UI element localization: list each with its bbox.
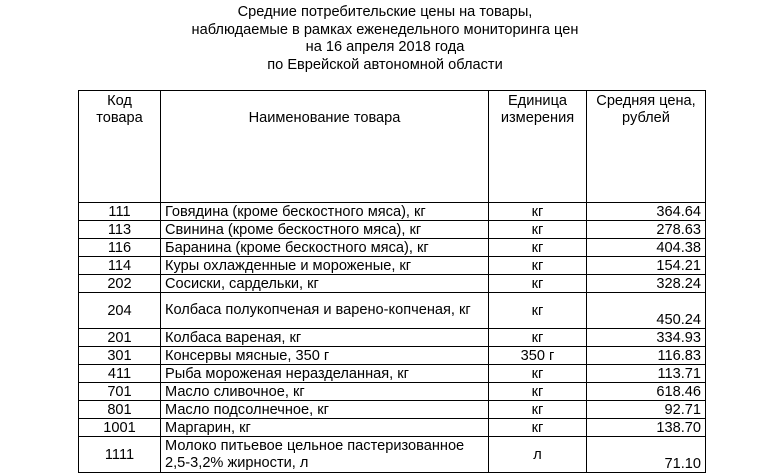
header-code: Код товара <box>79 91 161 203</box>
cell-code: 701 <box>79 383 161 401</box>
price-table <box>78 90 706 473</box>
cell-code: 204 <box>79 293 161 329</box>
header-unit: Единица измерения <box>489 91 587 203</box>
cell-code: 1001 <box>79 419 161 437</box>
title-line-1: Средние потребительские цены на товары, <box>237 4 533 20</box>
cell-name: Колбаса вареная, кг <box>161 329 489 347</box>
cell-price: 113.71 <box>587 365 706 383</box>
header-name: Наименование товара <box>161 91 489 203</box>
cell-code: 411 <box>79 365 161 383</box>
table-row <box>79 293 706 329</box>
title-line-3: на 16 апреля 2018 года <box>305 39 465 56</box>
cell-unit: кг <box>489 329 587 347</box>
table-row <box>79 239 706 257</box>
cell-unit: кг <box>489 293 587 329</box>
cell-unit: кг <box>489 419 587 437</box>
table-row <box>79 383 706 401</box>
cell-unit: 350 г <box>489 347 587 365</box>
cell-name: Молоко питьевое цельное пастеризованное 2,5-3,2% жирности, л <box>161 437 489 473</box>
cell-price: 404.38 <box>587 239 706 257</box>
cell-price: 364.64 <box>587 203 706 221</box>
cell-price: 450.24 <box>587 293 706 329</box>
cell-price: 278.63 <box>587 221 706 239</box>
cell-name: Масло сливочное, кг <box>161 383 489 401</box>
title-line-4: по Еврейской автономной области <box>267 56 503 73</box>
cell-price: 328.24 <box>587 275 706 293</box>
cell-code: 113 <box>79 221 161 239</box>
cell-code: 1111 <box>79 437 161 473</box>
cell-name: Масло подсолнечное, кг <box>161 401 489 419</box>
cell-price: 618.46 <box>587 383 706 401</box>
title-line-2: наблюдаемые в рамках еженедельного мониторинга цен <box>191 21 579 38</box>
cell-name: Сосиски, сардельки, кг <box>161 275 489 293</box>
cell-name: Говядина (кроме бескостного мяса), кг <box>161 203 489 221</box>
cell-unit: кг <box>489 401 587 419</box>
cell-code: 801 <box>79 401 161 419</box>
cell-code: 202 <box>79 275 161 293</box>
cell-unit: кг <box>489 221 587 239</box>
table-row <box>79 203 706 221</box>
cell-unit: кг <box>489 275 587 293</box>
cell-unit: кг <box>489 365 587 383</box>
table-row <box>79 401 706 419</box>
table-row <box>79 419 706 437</box>
cell-code: 116 <box>79 239 161 257</box>
cell-unit: кг <box>489 203 587 221</box>
cell-code: 201 <box>79 329 161 347</box>
cell-unit: кг <box>489 257 587 275</box>
table-row <box>79 365 706 383</box>
cell-name: Куры охлажденные и мороженые, кг <box>161 257 489 275</box>
cell-price: 71.10 <box>587 437 706 473</box>
table-body <box>79 203 706 473</box>
cell-code: 301 <box>79 347 161 365</box>
cell-price: 116.83 <box>587 347 706 365</box>
cell-unit: л <box>489 437 587 473</box>
table-row <box>79 221 706 239</box>
cell-code: 111 <box>79 203 161 221</box>
table-row <box>79 347 706 365</box>
table-row <box>79 257 706 275</box>
table-header-row <box>79 91 706 203</box>
cell-name: Колбаса полукопченая и варено-копченая, кг <box>161 293 489 329</box>
cell-price: 138.70 <box>587 419 706 437</box>
cell-unit: кг <box>489 239 587 257</box>
cell-code: 114 <box>79 257 161 275</box>
cell-price: 334.93 <box>587 329 706 347</box>
cell-name: Консервы мясные, 350 г <box>161 347 489 365</box>
table-row <box>79 437 706 473</box>
cell-price: 154.21 <box>587 257 706 275</box>
cell-name: Свинина (кроме бескостного мяса), кг <box>161 221 489 239</box>
header-price: Средняя цена, рублей <box>587 91 706 203</box>
cell-name: Рыба мороженая неразделанная, кг <box>161 365 489 383</box>
cell-name: Маргарин, кг <box>161 419 489 437</box>
cell-unit: кг <box>489 383 587 401</box>
table-row <box>79 329 706 347</box>
cell-name: Баранина (кроме бескостного мяса), кг <box>161 239 489 257</box>
document-title <box>0 4 770 74</box>
table-row <box>79 275 706 293</box>
cell-price: 92.71 <box>587 401 706 419</box>
